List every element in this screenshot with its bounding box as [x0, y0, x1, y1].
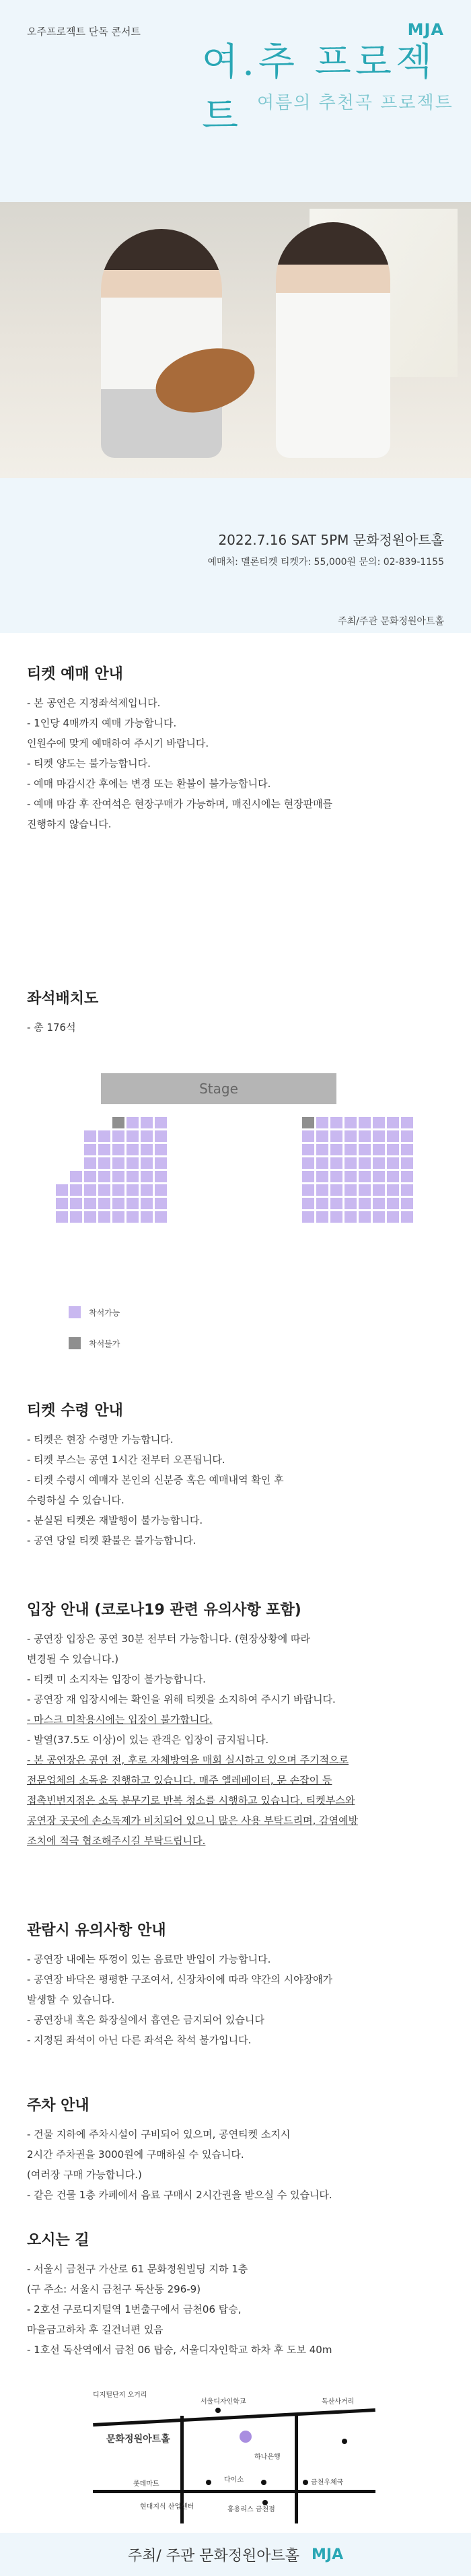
seat [330, 1130, 343, 1143]
list-item: - 마스크 미착용시에는 입장이 불가합니다. [27, 1714, 213, 1726]
map-label: 독산사거리 [322, 2398, 355, 2406]
seat [126, 1116, 139, 1129]
seat [344, 1143, 357, 1156]
seat [344, 1157, 357, 1170]
list-item: - 공연 당일 티켓 환불은 불가능합니다. [27, 1534, 196, 1547]
section-title: 좌석배치도 [27, 990, 99, 1007]
seat [98, 1184, 111, 1196]
seat [330, 1116, 343, 1129]
seat [154, 1143, 168, 1156]
legend-swatch-available [69, 1306, 81, 1318]
ticket-reservation-section [27, 663, 444, 834]
seat [140, 1197, 153, 1210]
seat [372, 1157, 386, 1170]
seat [140, 1116, 153, 1129]
seat [126, 1143, 139, 1156]
list-item: - 티켓 부스는 공연 1시간 전부터 오픈됩니다. [27, 1454, 225, 1466]
seat [140, 1184, 153, 1196]
seat [301, 1130, 315, 1143]
footer-bar [0, 2533, 471, 2576]
seat [98, 1130, 111, 1143]
seat [344, 1130, 357, 1143]
section-title: 오시는 길 [27, 2232, 89, 2249]
seat [386, 1157, 400, 1170]
seat [358, 1197, 371, 1210]
seat [358, 1157, 371, 1170]
seat [83, 1130, 97, 1143]
seat [83, 1197, 97, 1210]
event-info [0, 478, 471, 633]
seat [154, 1116, 168, 1129]
seat [316, 1211, 329, 1223]
list-item: - 티켓 미 소지자는 입장이 불가능합니다. [27, 1673, 206, 1685]
seat [400, 1143, 414, 1156]
section-title: 입장 안내 (코로나19 관련 유의사항 포함) [27, 1602, 301, 1619]
seat [98, 1211, 111, 1223]
map-road [93, 2490, 375, 2493]
list-item: - 예매 마감 후 잔여석은 현장구매가 가능하며, 매진시에는 현장판매를 [27, 798, 333, 810]
seat [358, 1184, 371, 1196]
list-item: - 공연장 내에는 뚜껑이 있는 음료만 반입이 가능합니다. [27, 1953, 271, 1965]
map-label: 롯데마트 [133, 2480, 159, 2488]
list-item: - 티켓 수령시 예매자 본인의 신분증 혹은 예매내역 확인 후 [27, 1474, 284, 1486]
seat [316, 1157, 329, 1170]
seat [330, 1143, 343, 1156]
section-title: 티켓 예매 안내 [27, 666, 123, 683]
seat-total: - 총 176석 [27, 1021, 76, 1033]
location-map [93, 2389, 375, 2523]
list-item: - 본 공연장은 공연 전, 후로 자체방역을 매회 실시하고 있으며 주기적으로 [27, 1754, 349, 1766]
map-dot [261, 2480, 266, 2485]
event-date: 2022.7.16 SAT 5PM 문화정원아트홀 [218, 532, 444, 548]
seat [386, 1116, 400, 1129]
seat [358, 1143, 371, 1156]
ticket-pickup-section [27, 1399, 444, 1551]
map-label: 디지털단지 오거리 [93, 2392, 147, 2399]
list-item: 진행하지 않습니다. [27, 818, 112, 830]
seat [400, 1130, 414, 1143]
seat [316, 1116, 329, 1129]
stage-block: Stage [101, 1073, 336, 1104]
seat [98, 1143, 111, 1156]
seat [98, 1170, 111, 1183]
seat [372, 1184, 386, 1196]
seat [316, 1197, 329, 1210]
list-item: - 1인당 4매까지 예매 가능합니다. [27, 717, 177, 729]
event-host: 주최/주관 문화정원아트홀 [338, 616, 444, 627]
seat [358, 1116, 371, 1129]
list-item: - 2호선 구로디지털역 1번출구에서 금천06 탑승, [27, 2303, 242, 2315]
list-item: 변경될 수 있습니다.) [27, 1653, 119, 1665]
seat [316, 1143, 329, 1156]
seat [316, 1130, 329, 1143]
seat [83, 1170, 97, 1183]
seat [400, 1116, 414, 1129]
list-item: - 공연장 바닥은 평평한 구조여서, 신장차이에 따라 약간의 시야장애가 [27, 1973, 333, 1986]
seat [386, 1170, 400, 1183]
list-item: - 발열(37.5도 이상)이 있는 관객은 입장이 금지됩니다. [27, 1734, 269, 1746]
seat [316, 1184, 329, 1196]
map-dot [303, 2480, 308, 2485]
artist-left-figure [101, 229, 222, 458]
concert-title: 여.추 프로젝트 [202, 40, 437, 138]
concert-subtitle: 오주프로젝트 단독 콘서트 [27, 26, 141, 38]
concert-title-sub: 여름의 추천곡 프로젝트 [257, 93, 454, 113]
seat [154, 1170, 168, 1183]
seat [372, 1211, 386, 1223]
seat [112, 1197, 125, 1210]
section-title: 관람시 유의사항 안내 [27, 1922, 166, 1939]
seat [358, 1130, 371, 1143]
list-item: 조치에 적극 협조해주시길 부탁드립니다. [27, 1835, 206, 1847]
artist-right-figure [276, 222, 390, 458]
seat [400, 1184, 414, 1196]
list-item: 2시간 주차권을 3000원에 구매하실 수 있습니다. [27, 2148, 244, 2161]
seat [83, 1157, 97, 1170]
list-item: - 지정된 좌석이 아닌 다른 좌석은 착석 불가입니다. [27, 2034, 252, 2046]
seat [400, 1211, 414, 1223]
seat [55, 1211, 69, 1223]
seat [69, 1170, 83, 1183]
seat [112, 1143, 125, 1156]
legend-unavailable [69, 1337, 120, 1349]
seat [386, 1184, 400, 1196]
legend-available [69, 1306, 120, 1318]
list-item: 인원수에 맞게 예매하여 주시기 바랍니다. [27, 737, 209, 749]
seat [344, 1170, 357, 1183]
legend-swatch-unavailable [69, 1337, 81, 1349]
seat [344, 1197, 357, 1210]
map-label: 하나은행 [254, 2453, 281, 2461]
seat [126, 1130, 139, 1143]
seat [386, 1197, 400, 1210]
seat [126, 1211, 139, 1223]
seat [154, 1157, 168, 1170]
seat [330, 1184, 343, 1196]
seat [112, 1184, 125, 1196]
list-item: - 공연장내 혹은 화장실에서 흡연은 금지되어 있습니다 [27, 2014, 264, 2026]
map-label: 다이소 [224, 2476, 244, 2484]
directions-section [27, 2229, 444, 2360]
list-item: - 서울시 금천구 가산로 61 문화정원빌딩 지하 1층 [27, 2263, 248, 2275]
seat [154, 1130, 168, 1143]
seat [386, 1130, 400, 1143]
seat [112, 1170, 125, 1183]
seat [301, 1170, 315, 1183]
seat [344, 1184, 357, 1196]
seat [386, 1143, 400, 1156]
parking-section [27, 2094, 444, 2205]
seat [154, 1184, 168, 1196]
list-item: - 예매 마감시간 후에는 변경 또는 환불이 불가능합니다. [27, 778, 271, 790]
seating-section [27, 987, 444, 1038]
seat [301, 1184, 315, 1196]
legend-label: 착석불가 [89, 1338, 120, 1349]
seat [330, 1157, 343, 1170]
seat [301, 1197, 315, 1210]
seat [126, 1197, 139, 1210]
seat [112, 1211, 125, 1223]
seat [301, 1143, 315, 1156]
list-item: - 공연장 입장은 공연 30분 전부터 가능합니다. (현장상황에 따라 [27, 1633, 311, 1645]
seat [69, 1197, 83, 1210]
seat [140, 1157, 153, 1170]
map-label: 홍용리스 금천점 [227, 2506, 275, 2513]
artist-photo [0, 202, 471, 478]
list-item: 수령하실 수 있습니다. [27, 1494, 124, 1506]
map-label: 서울디자인학교 [201, 2398, 246, 2406]
seat [98, 1197, 111, 1210]
seat [83, 1143, 97, 1156]
venue-marker-icon [240, 2431, 252, 2443]
seat [112, 1130, 125, 1143]
seat [154, 1211, 168, 1223]
seat [344, 1116, 357, 1129]
event-details: 예매처: 멜론티켓 티켓가: 55,000원 문의: 02-839-1155 [207, 557, 444, 568]
seat [83, 1211, 97, 1223]
seat [372, 1116, 386, 1129]
list-item: - 티켓은 현장 수령만 가능합니다. [27, 1433, 174, 1446]
list-item: - 같은 건물 1층 카페에서 음료 구매시 2시간권을 받으실 수 있습니다. [27, 2189, 332, 2201]
seat [330, 1211, 343, 1223]
seat [301, 1211, 315, 1223]
seat [358, 1170, 371, 1183]
seat [301, 1157, 315, 1170]
seat [140, 1130, 153, 1143]
list-item: (여러장 구매 가능합니다.) [27, 2169, 142, 2181]
seat [55, 1184, 69, 1196]
seat [316, 1170, 329, 1183]
list-item: - 분실된 티켓은 재발행이 불가능합니다. [27, 1514, 203, 1526]
seat [98, 1157, 111, 1170]
list-item: - 본 공연은 지정좌석제입니다. [27, 697, 161, 709]
map-road [295, 2416, 298, 2523]
map-label-venue: 문화정원아트홀 [106, 2434, 170, 2445]
list-item: 공연장 곳곳에 손소독제가 비치되어 있으니 많은 사용 부탁드리며, 감염예방 [27, 1815, 359, 1827]
list-item: - 건물 지하에 주차시설이 구비되어 있으며, 공연티켓 소지시 [27, 2128, 291, 2140]
map-dot [206, 2480, 211, 2485]
list-item: 발생할 수 있습니다. [27, 1994, 115, 2006]
list-item: 마을금고하차 후 길건너편 있음 [27, 2324, 164, 2336]
seat [330, 1197, 343, 1210]
seat [400, 1197, 414, 1210]
seat [140, 1211, 153, 1223]
seat [55, 1197, 69, 1210]
map-label: 금천우체국 [311, 2479, 344, 2486]
map-road [93, 2408, 375, 2427]
seat [154, 1197, 168, 1210]
seat [126, 1157, 139, 1170]
hero-header [0, 0, 471, 202]
legend-label: 착석가능 [89, 1308, 120, 1318]
seat [330, 1170, 343, 1183]
list-item: 접촉빈번지점은 소독 분무기로 반복 청소를 시행하고 있습니다. 티켓부스와 [27, 1794, 355, 1806]
list-item: - 1호선 독산역에서 금천 06 탑승, 서울디자인학교 하차 후 도보 40m [27, 2344, 332, 2356]
seat [126, 1170, 139, 1183]
logo-text: MJA [407, 20, 444, 39]
viewing-section [27, 1919, 444, 2050]
list-item: - 공연장 재 입장시에는 확인을 위해 티켓을 소지하여 주시기 바랍니다. [27, 1693, 336, 1705]
seat [140, 1170, 153, 1183]
seat [69, 1211, 83, 1223]
map-label: 현대지식 산업센터 [140, 2503, 194, 2511]
seat [372, 1197, 386, 1210]
footer-host: 주최/ 주관 문화정원아트홀 [127, 2547, 300, 2565]
seat [400, 1157, 414, 1170]
list-item: 전문업체의 소독을 진행하고 있습니다. 매주 엘레베이터, 문 손잡이 등 [27, 1774, 332, 1786]
seat [83, 1184, 97, 1196]
section-title: 주차 안내 [27, 2097, 89, 2114]
seat [386, 1211, 400, 1223]
footer-logo: MJA [312, 2546, 344, 2563]
seat [372, 1143, 386, 1156]
seat [140, 1143, 153, 1156]
seat [344, 1211, 357, 1223]
list-item: - 티켓 양도는 불가능합니다. [27, 757, 151, 770]
map-dot [342, 2439, 347, 2444]
map-dot [215, 2408, 221, 2413]
seat [372, 1170, 386, 1183]
seat [112, 1116, 125, 1129]
entry-section [27, 1598, 444, 1851]
seat [112, 1157, 125, 1170]
seat [69, 1184, 83, 1196]
seat [126, 1184, 139, 1196]
seat [358, 1211, 371, 1223]
list-item: (구 주소: 서울시 금천구 독산동 296-9) [27, 2283, 201, 2295]
seat [301, 1116, 315, 1129]
seat [372, 1130, 386, 1143]
section-title: 티켓 수령 안내 [27, 1402, 123, 1419]
seat [400, 1170, 414, 1183]
